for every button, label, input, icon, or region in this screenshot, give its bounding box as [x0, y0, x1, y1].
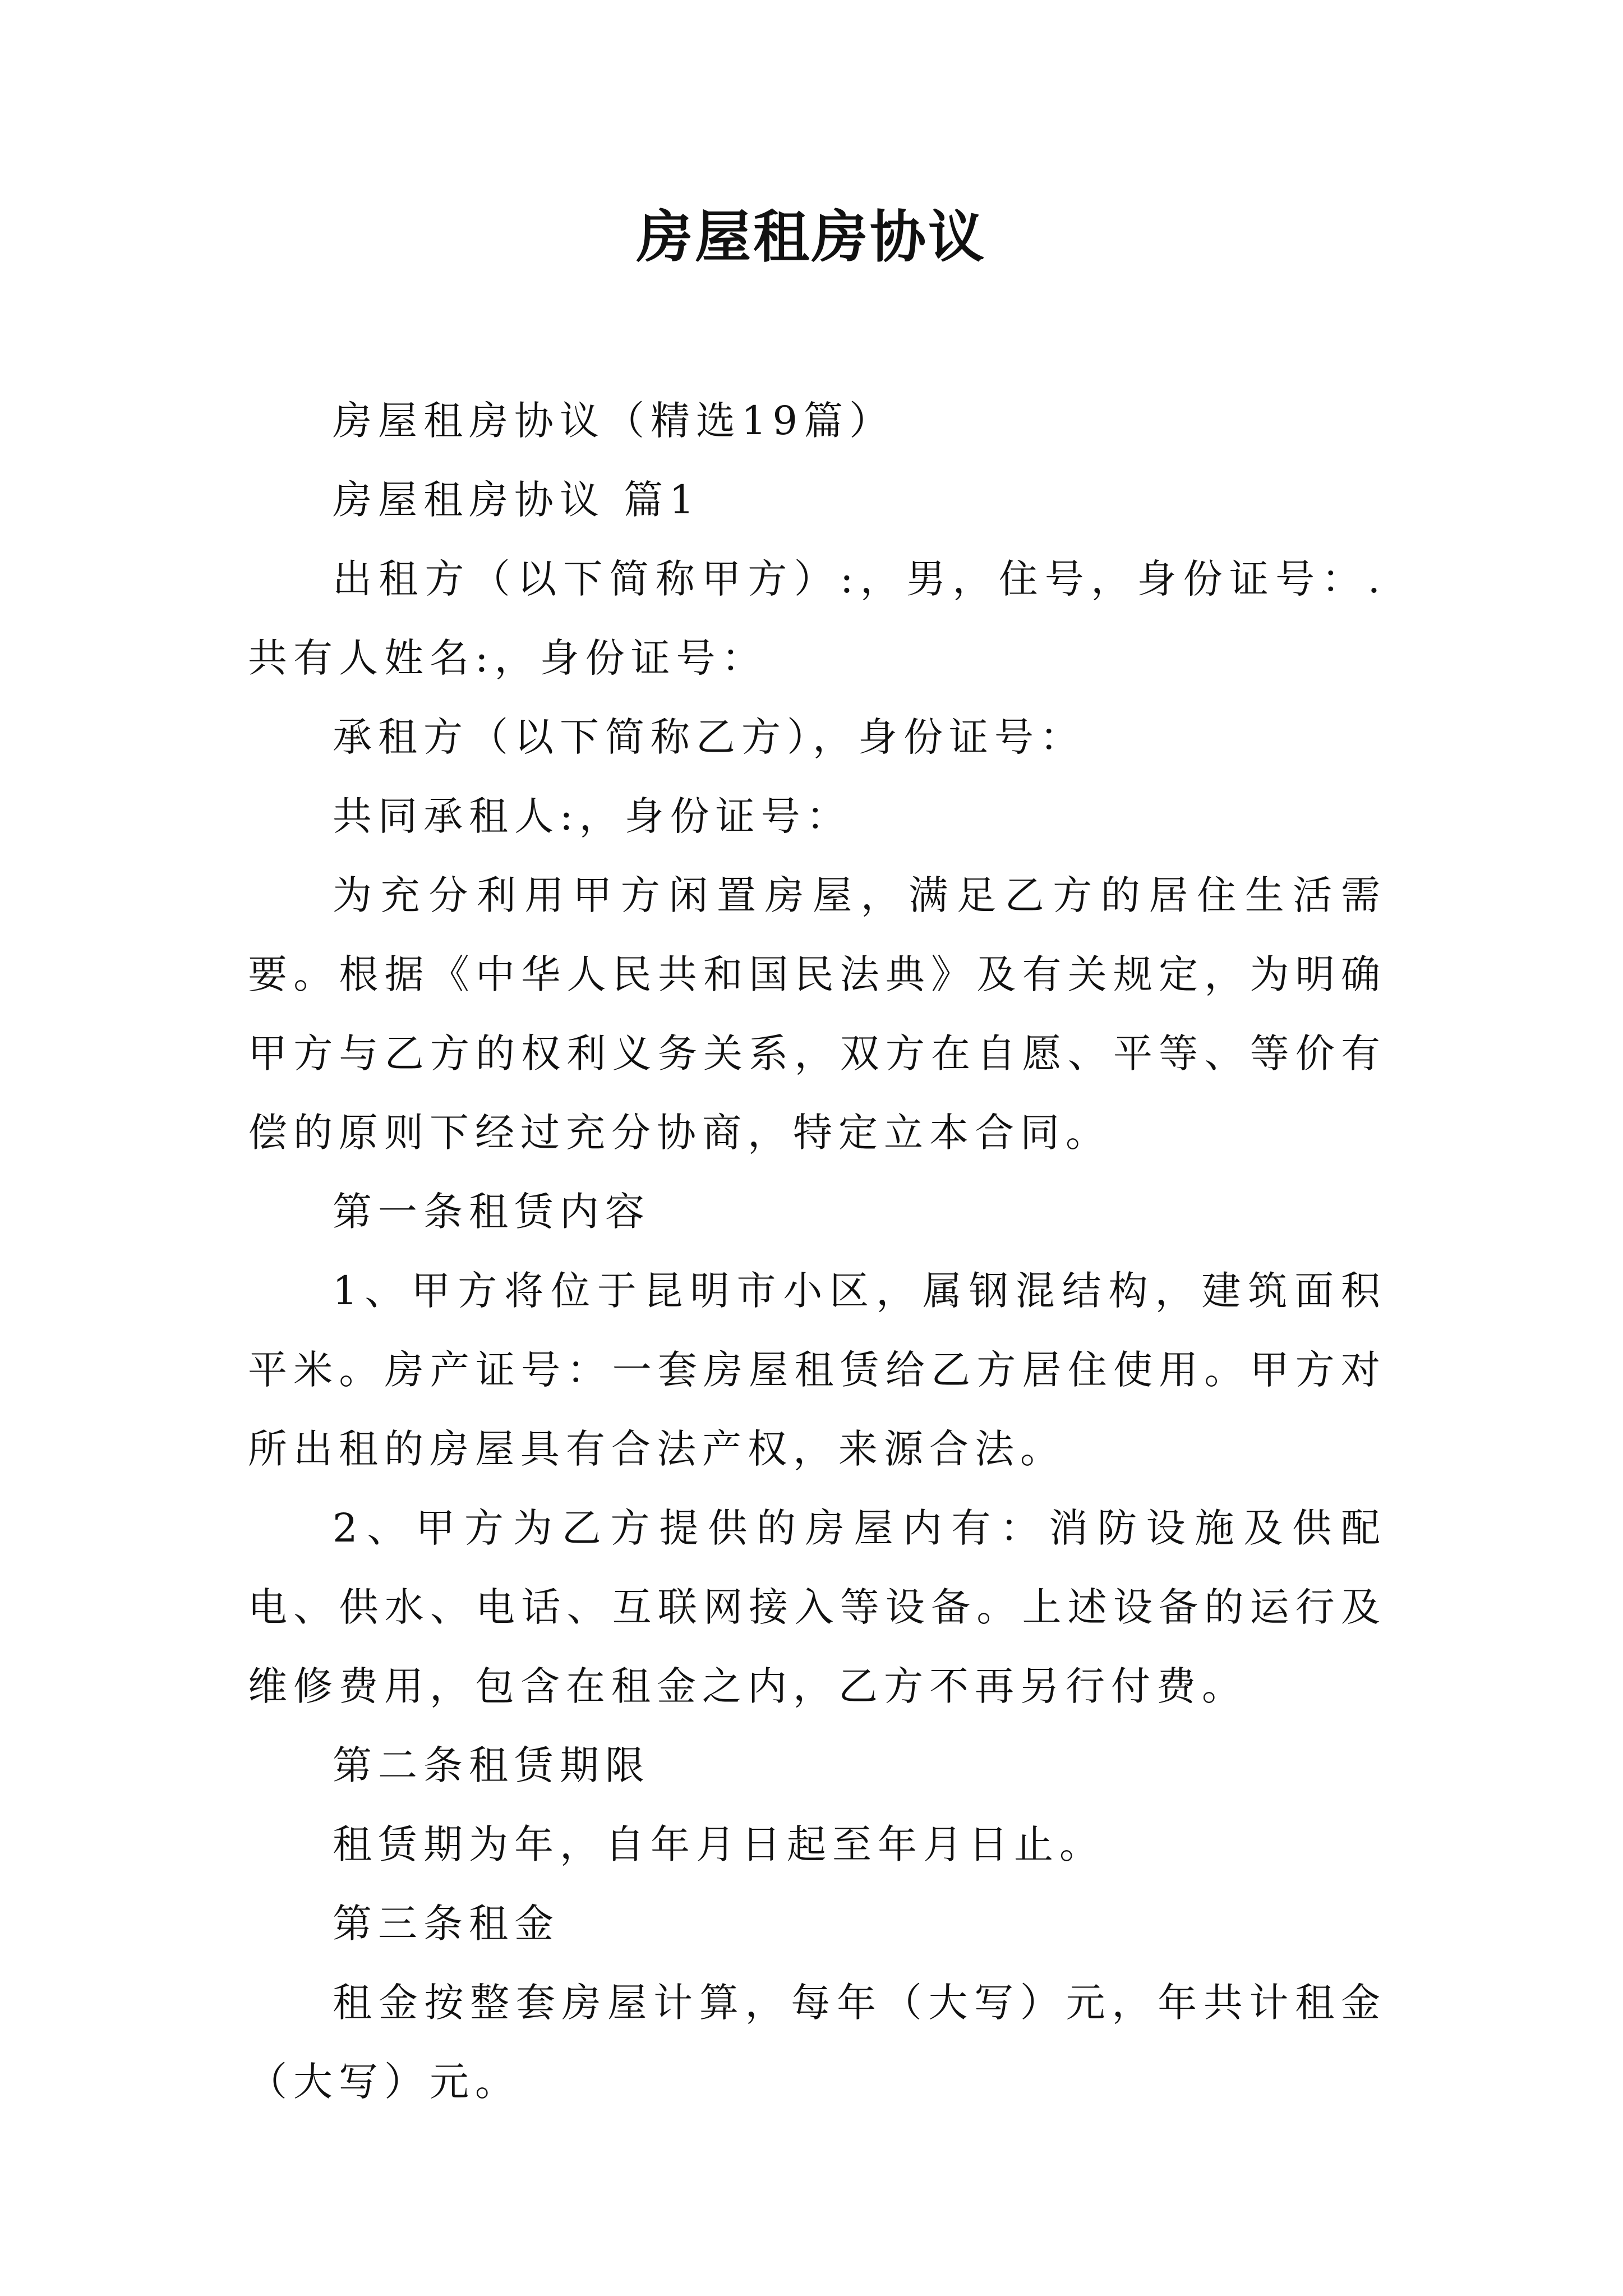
paragraph-article-3-heading: 第三条租金 — [333, 1901, 560, 1947]
paragraph-article-1-item-2: 2、甲方为乙方提供的房屋内有：消防设施及供配电、供水、电话、互联网接入等设备。上述设备的运行及维修费用，包含在租金之内，乙方不再另行付费。 — [248, 1505, 1386, 1709]
document-title: 房屋租房协议 — [637, 204, 986, 270]
paragraph-article-2-heading: 第二条租赁期限 — [333, 1742, 651, 1788]
paragraph-section-heading: 房屋租房协议 篇1 — [333, 477, 700, 523]
paragraph-lessee: 承租方（以下简称乙方），身份证号： — [333, 714, 1085, 760]
document-body — [248, 381, 1386, 2122]
paragraph-article-2-text: 租赁期为年，自年月日起至年月日止。 — [333, 1821, 1105, 1867]
paragraph-article-1-heading: 第一条租赁内容 — [333, 1189, 651, 1235]
paragraph-article-3-text: 租金按整套房屋计算，每年（大写）元，年共计租金（大写）元。 — [248, 1980, 1386, 2105]
paragraph-article-1-item-1: 1、甲方将位于昆明市小区，属钢混结构，建筑面积平米。房产证号：一套房屋租赁给乙方居住使用。甲方对所出租的房屋具有合法产权，来源合法。 — [248, 1268, 1386, 1472]
paragraph-collection-title: 房屋租房协议（精选19篇） — [333, 398, 895, 444]
paragraph-co-lessee: 共同承租人:，身份证号： — [333, 793, 852, 839]
paragraph-lessor: 出租方（以下简称甲方）:，男，住号，身份证号：.共有人姓名:，身份证号： — [248, 556, 1386, 681]
paragraph-preamble: 为充分利用甲方闲置房屋，满足乙方的居住生活需要。根据《中华人民共和国民法典》及有关规定，为明确甲方与乙方的权利义务关系，双方在自愿、平等、等价有偿的原则下经过充分协商，特定立本合同。 — [248, 872, 1386, 1156]
